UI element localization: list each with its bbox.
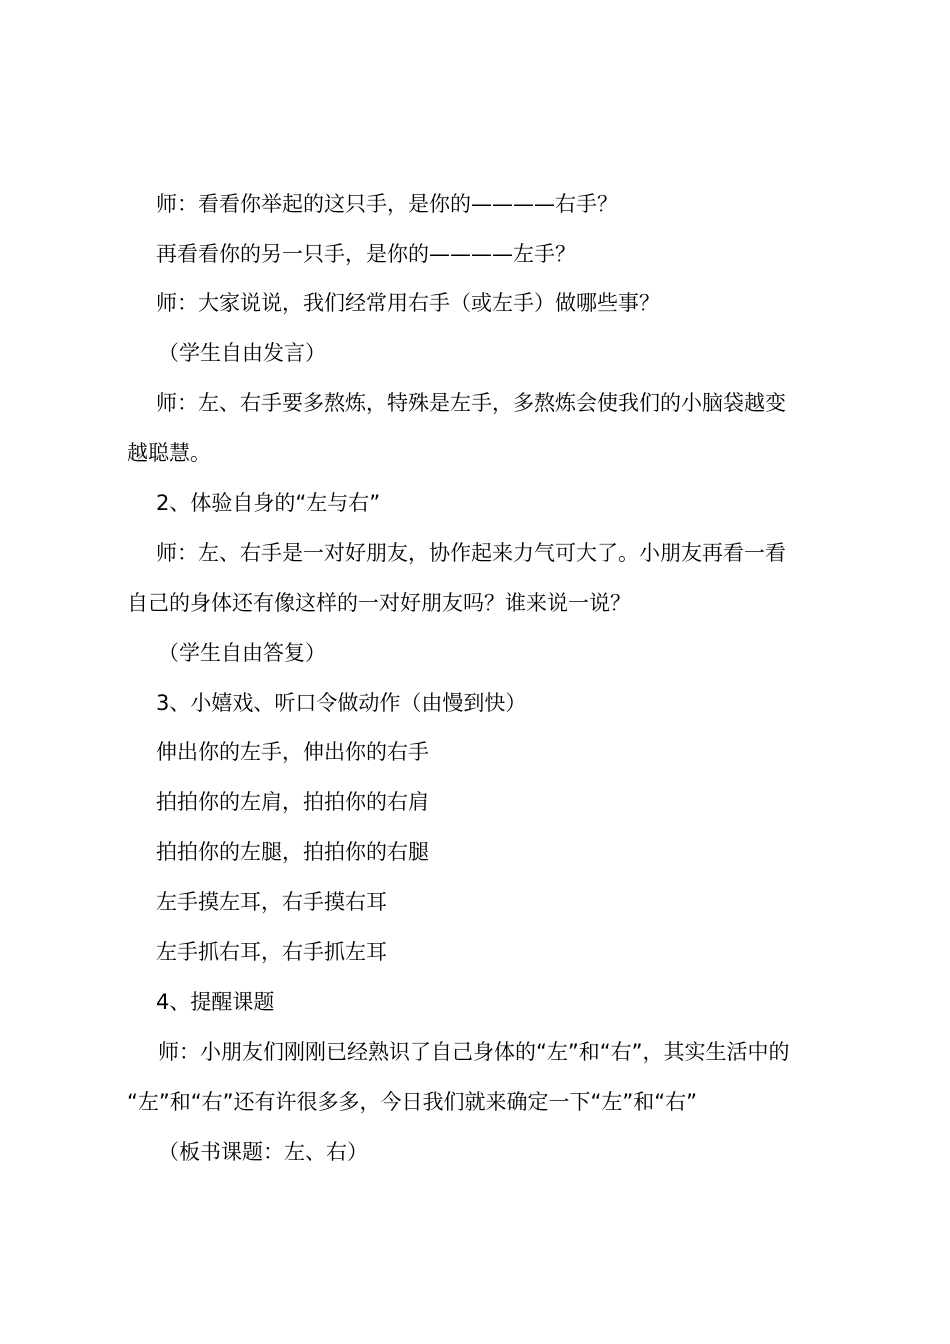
teacher-line-good-friends: 师：左、右手是一对好朋友，协作起来力气可大了。小朋友再看一看 xyxy=(156,541,786,565)
teacher-line-good-friends-cont: 自己的身体还有像这样的一对好朋友吗？谁来说一说？ xyxy=(127,591,631,615)
teacher-line-topic: 师：小朋友们刚刚已经熟识了自己身体的“左”和“右”，其实生活中的 xyxy=(158,1040,790,1064)
command-line-hands: 伸出你的左手，伸出你的右手 xyxy=(156,740,429,764)
section-heading-4: 4、提醒课题 xyxy=(156,990,275,1014)
teacher-line-exercise-cont: 越聪慧。 xyxy=(127,441,211,465)
command-line-ears-same: 左手摸左耳，右手摸右耳 xyxy=(156,890,387,914)
student-speak-note: （学生自由发言） xyxy=(158,341,326,365)
command-line-shoulders: 拍拍你的左肩，拍拍你的右肩 xyxy=(156,790,429,814)
command-line-ears-cross: 左手抓右耳，右手抓左耳 xyxy=(156,940,387,964)
teacher-line-exercise: 师：左、右手要多熬炼，特殊是左手，多熬炼会使我们的小脑袋越变 xyxy=(156,391,786,415)
section-heading-3: 3、小嬉戏、听口令做动作（由慢到快） xyxy=(156,691,527,715)
section-heading-2: 2、体验自身的“左与右” xyxy=(156,491,381,515)
line-other-hand: 再看看你的另一只手，是你的————左手？ xyxy=(156,242,576,266)
teacher-line-daily-use: 师：大家说说，我们经常用右手（或左手）做哪些事？ xyxy=(156,291,660,315)
teacher-line-raised-hand: 师：看看你举起的这只手，是你的————右手？ xyxy=(156,192,618,216)
teacher-line-topic-cont: “左”和“右”还有许很多多，今日我们就来确定一下“左”和“右” xyxy=(127,1090,698,1114)
command-line-legs: 拍拍你的左腿，拍拍你的右腿 xyxy=(156,840,429,864)
student-answer-note: （学生自由答复） xyxy=(158,641,326,665)
blackboard-title-note: （板书课题：左、右） xyxy=(158,1140,368,1164)
